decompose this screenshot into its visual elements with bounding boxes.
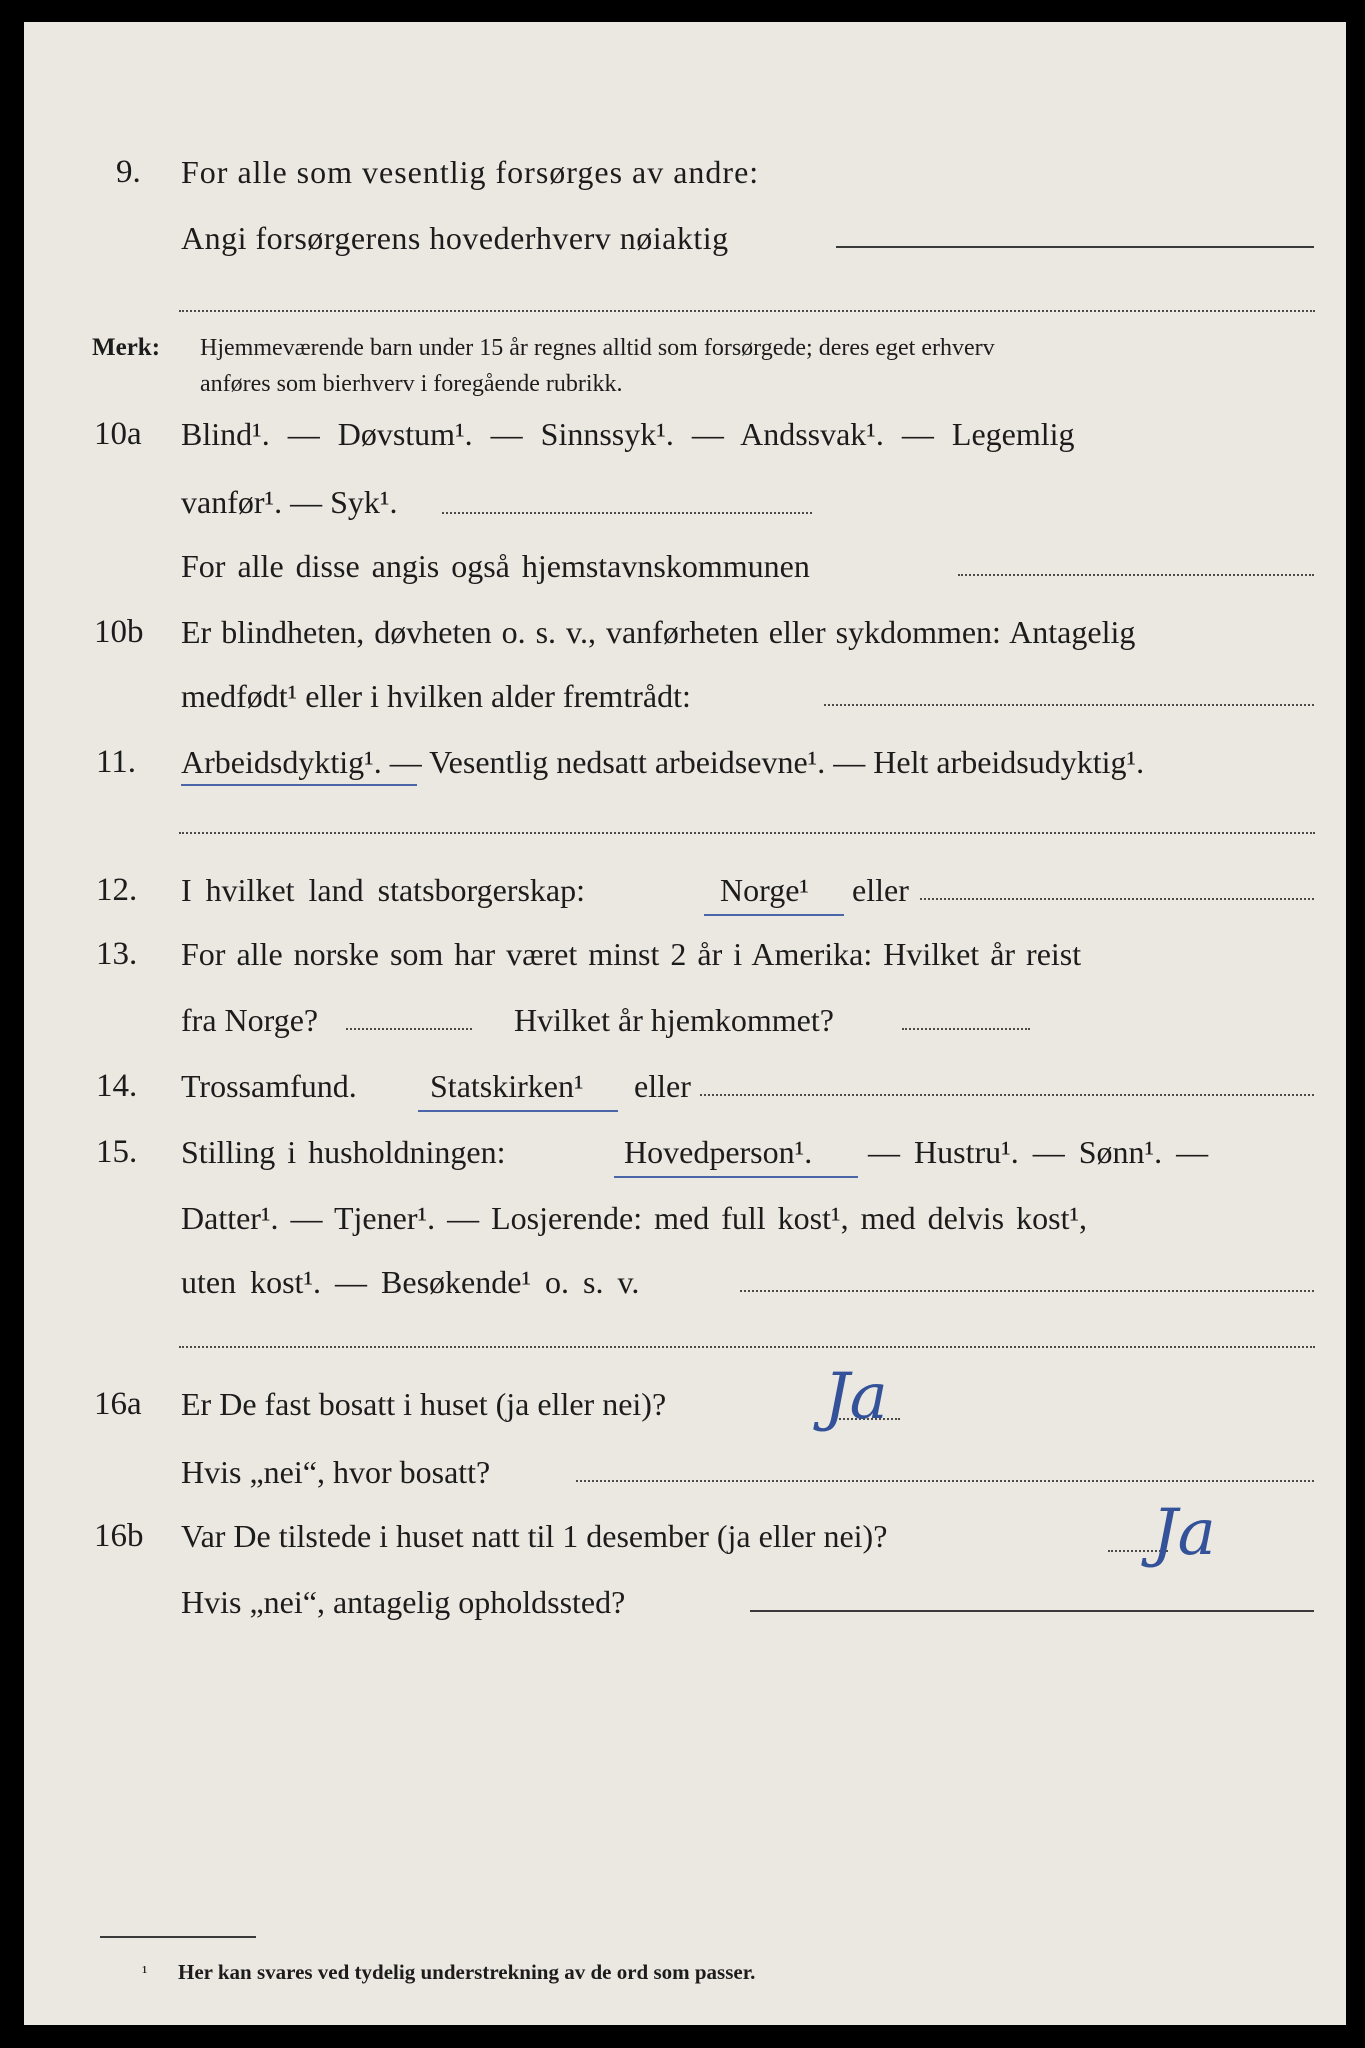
q15-number: 15.: [96, 1134, 138, 1170]
q11-option-arbeidsdyktig: Arbeidsdyktig¹.: [181, 744, 382, 780]
q10b-line1: Er blindheten, døvheten o. s. v., vanførheten eller sykdommen: Antagelig: [181, 614, 1136, 650]
q10a-syk-line: [442, 512, 812, 514]
q15-after: — Hustru¹. — Sønn¹. —: [868, 1134, 1209, 1170]
q13-line1: For alle norske som har været minst 2 år i Amerika: Hvilket år reist: [181, 936, 1082, 972]
q10a-line3: For alle disse angis også hjemstavnskommunen: [181, 548, 810, 584]
q10b-line2: medfødt¹ eller i hvilken alder fremtrådt:: [181, 678, 691, 714]
footnote-mark: ¹: [142, 1962, 148, 1982]
q13-number: 13.: [96, 936, 138, 972]
q16a-handwritten-answer: Ja: [824, 1360, 888, 1434]
q15-underline-mark: [614, 1176, 858, 1178]
q9-line1: For alle som vesentlig forsørges av andre:: [181, 154, 760, 190]
q14-statskirken: Statskirken¹: [430, 1068, 584, 1104]
q11-rest: — Vesentlig nedsatt arbeidsevne¹. — Helt arbeidsudyktig¹.: [389, 744, 1145, 780]
q15-line2: Datter¹. — Tjener¹. — Losjerende: med full kost¹, med delvis kost¹,: [181, 1200, 1088, 1236]
q16a-number: 16a: [94, 1386, 142, 1422]
q15-hovedperson: Hovedperson¹.: [624, 1134, 813, 1170]
q10a-kommune-line: [958, 574, 1314, 576]
q12-answer-line: [920, 898, 1314, 900]
q10a-line2: vanfør¹. — Syk¹.: [181, 484, 398, 520]
q15-before: Stilling i husholdningen:: [181, 1134, 506, 1170]
q16b-line1: Var De tilstede i huset natt til 1 desember (ja eller nei)?: [181, 1518, 888, 1554]
merk-line1: Hjemmeværende barn under 15 år regnes alltid som forsørgede; deres eget erhverv: [200, 335, 995, 361]
merk-label: Merk:: [92, 334, 161, 361]
footnote-text: Her kan svares ved tydelig understrekning av de ord som passer.: [178, 1960, 756, 1984]
q16a-bosatt-line: [576, 1480, 1314, 1482]
q15-answer-line2: [179, 1346, 1315, 1348]
footnote-rule: [100, 1936, 256, 1938]
q11-underline-mark: [181, 784, 417, 786]
q13-hjemkommet-line: [902, 1028, 1030, 1030]
q13-line2b: Hvilket år hjemkommet?: [514, 1002, 834, 1038]
q16b-line2: Hvis „nei“, antagelig opholdssted?: [181, 1584, 626, 1620]
q12-number: 12.: [96, 872, 138, 908]
q13-line2a: fra Norge?: [181, 1002, 319, 1038]
q16a-line2: Hvis „nei“, hvor bosatt?: [181, 1454, 491, 1490]
q14-answer-line: [700, 1094, 1314, 1096]
q12-norge: Norge¹: [720, 872, 809, 908]
q16b-number: 16b: [94, 1518, 144, 1554]
merk-line2: anføres som bierhverv i foregående rubrikk.: [200, 371, 623, 397]
q12-before: I hvilket land statsborgerskap:: [181, 872, 585, 908]
q9-number: 9.: [116, 154, 141, 190]
q16b-handwritten-answer: Ja: [1152, 1496, 1216, 1570]
q9-line2: Angi forsørgerens hovederhverv nøiaktig: [181, 220, 729, 256]
q16b-opholdssted-line: [750, 1610, 1314, 1612]
q15-answer-line: [740, 1290, 1314, 1292]
q11-number: 11.: [96, 744, 137, 780]
q14-number: 14.: [96, 1068, 138, 1104]
q11-line: [181, 742, 1144, 782]
form-page: [24, 22, 1346, 2025]
q16a-line1: Er De fast bosatt i huset (ja eller nei)?: [181, 1386, 667, 1422]
q14-after: eller: [634, 1068, 691, 1104]
q12-underline-mark: [704, 914, 844, 916]
q11-answer-line: [179, 832, 1315, 834]
q13-reist-line: [346, 1028, 472, 1030]
q10a-line1: Blind¹. — Døvstum¹. — Sinnssyk¹. — Andssvak¹. — Legemlig: [181, 416, 1075, 452]
q12-after: eller: [852, 872, 909, 908]
q14-underline-mark: [418, 1110, 618, 1112]
q9-answer-line2: [179, 310, 1315, 312]
q14-before: Trossamfund.: [181, 1068, 357, 1104]
q9-answer-line: [836, 246, 1314, 248]
q15-line3: uten kost¹. — Besøkende¹ o. s. v.: [181, 1264, 640, 1300]
q10b-number: 10b: [94, 614, 144, 650]
q10a-number: 10a: [94, 416, 142, 452]
q10b-answer-line: [824, 704, 1314, 706]
